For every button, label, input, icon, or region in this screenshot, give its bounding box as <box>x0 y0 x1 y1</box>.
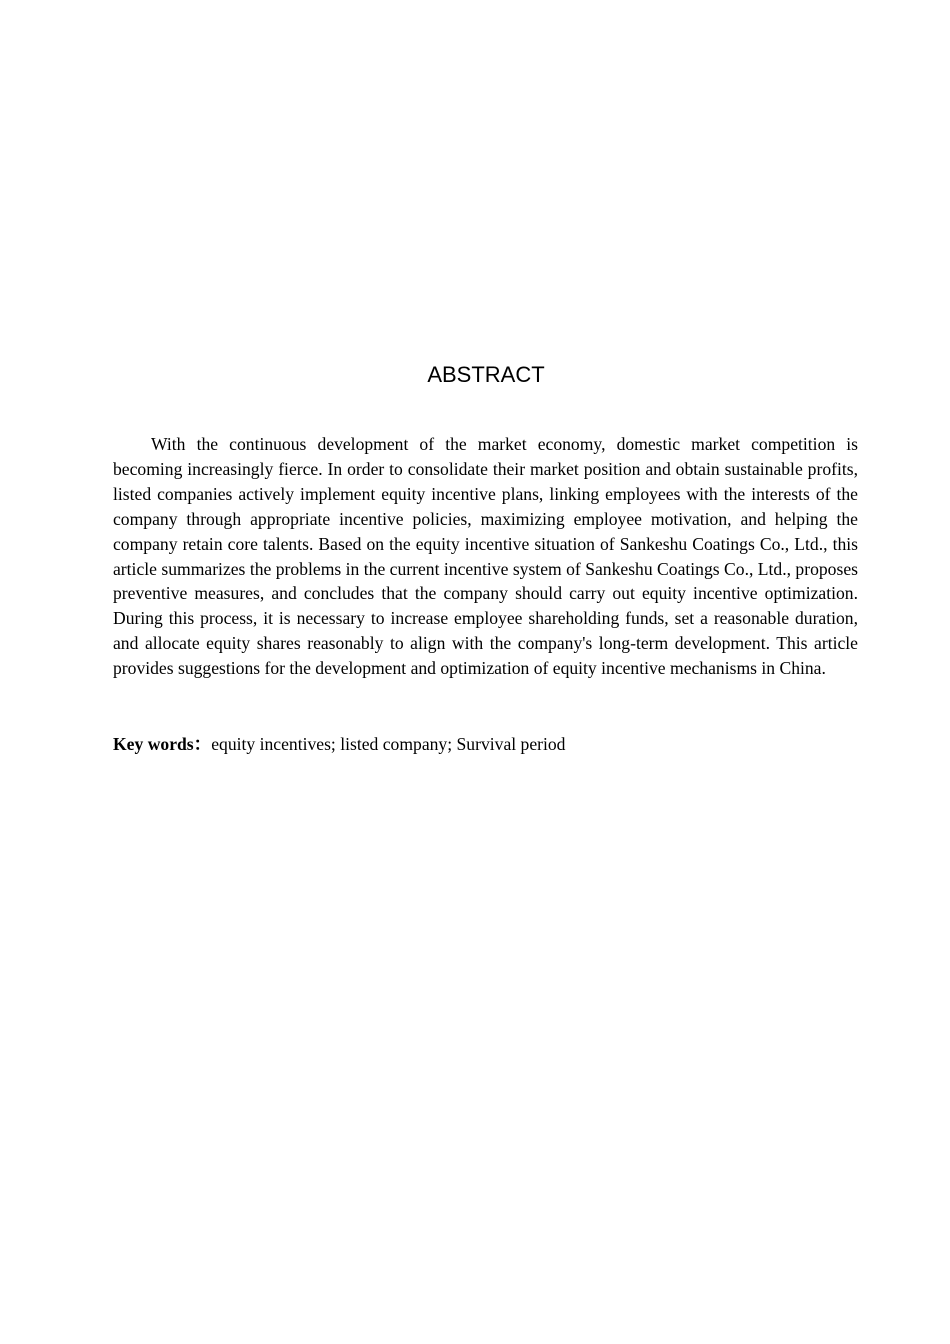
keywords-text: equity incentives; listed company; Survival period <box>211 734 566 754</box>
keywords-label: Key words： <box>113 734 212 754</box>
abstract-title: ABSTRACT <box>427 362 545 387</box>
keywords-line <box>113 732 858 757</box>
abstract-body: With the continuous development of the market economy, domestic market competition is becoming increasingly fierce. In order to consolidate their market position and obtain sustainable profits, listed companies actively implement equity incentive plans, linking employees with the interests of the company through appropriate incentive policies, maximizing employee motivation, and helping the company retain core talents. Based on the equity incentive situation of Sankeshu Coatings Co., Ltd., this article summarizes the problems in the current incentive system of Sankeshu Coatings Co., Ltd., proposes preventive measures, and concludes that the company should carry out equity incentive optimization. During this process, it is necessary to increase employee shareholding funds, set a reasonable duration, and allocate equity shares reasonably to align with the company's long-term development. This article provides suggestions for the development and optimization of equity incentive mechanisms in China. <box>113 434 858 679</box>
